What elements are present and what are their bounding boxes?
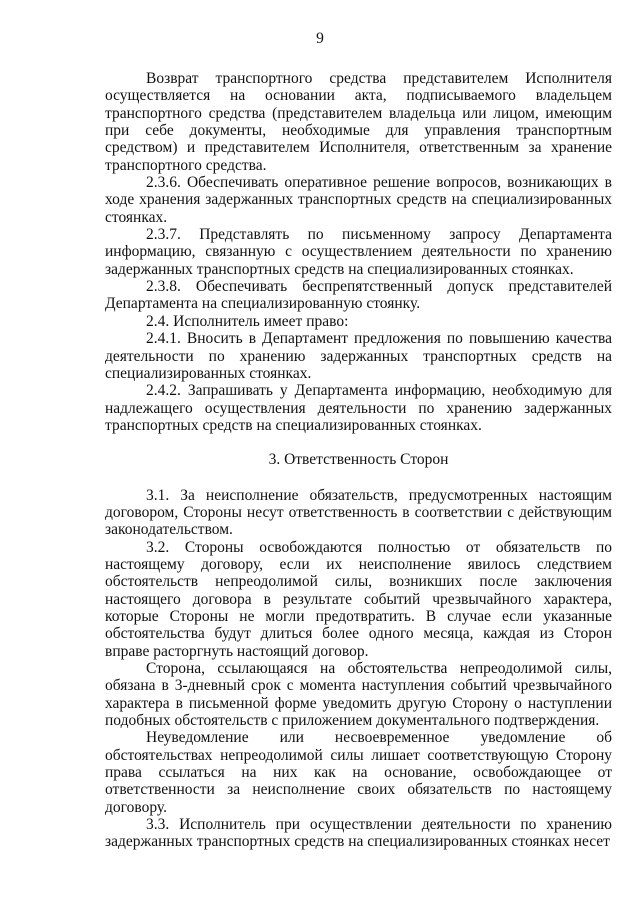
paragraph-2-3-7: 2.3.7. Представлять по письменному запросу Департамента информацию, связанную с осуществлением деятельности по хранению задержанных транспортных средств на специализированных стоянках. [105,226,612,278]
paragraph-2-4-1: 2.4.1. Вносить в Департамент предложения по повышению качества деятельности по хранению задержанных транспортных средств на специализированных стоянках. [105,330,612,382]
paragraph-2-3-8: 2.3.8. Обеспечивать беспрепятственный допуск представителей Департамента на специализированную стоянку. [105,278,612,313]
paragraph-3-3: 3.3. Исполнитель при осуществлении деятельности по хранению задержанных транспортных средств на специализированных стоянках несет [105,816,612,851]
spacer [105,434,612,451]
page-number: 9 [316,30,324,47]
paragraph-3-2: 3.2. Стороны освобождаются полностью от обязательств по настоящему договору, если их неисполнение явилось следствием обстоятельств непреодолимой силы, возникших после заключения настоящего договора в результате событий чрезвычайного характера, которые Стороны не могли предотвратить. В случае если указанные обстоятельства будут длиться более одного месяца, каждая из Сторон вправе расторгнуть настоящий договор. [105,538,612,660]
paragraph-3-1: 3.1. За неисполнение обязательств, предусмотренных настоящим договором, Стороны несут ответственность в соответствии с действующим законодательством. [105,486,612,539]
paragraph-2-3-6: 2.3.6. Обеспечивать оперативное решение вопросов, возникающих в ходе хранения задержанных транспортных средств на специализированных стоянках. [105,174,612,226]
page-body [105,70,612,851]
paragraph-force-majeure-notice: Сторона, ссылающаяся на обстоятельства непреодолимой силы, обязана в 3-дневный срок с момента наступления событий чрезвычайного характера в письменной форме уведомить другую Сторону о наступлении подобных обстоятельств с приложением документального подтверждения. [105,660,612,730]
paragraph-vehicle-return: Возврат транспортного средства представителем Исполнителя осуществляется на основании акта, подписываемого владельцем транспортного средства (представителем владельца или лицом, имеющим при себе документы, необходимые для управления транспортным средством) и представителем Исполнителя, ответственным за хранение транспортного средства. [105,70,612,174]
spacer [105,469,612,487]
paragraph-non-notification: Неуведомление или несвоевременное уведомление об обстоятельствах непреодолимой силы лишает соответствующую Сторону права ссылаться на них как на основание, освобождающее от ответственности за неисполнение своих обязательств по настоящему договору. [105,729,612,816]
paragraph-2-4-2: 2.4.2. Запрашивать у Департамента информацию, необходимую для надлежащего осуществления деятельности по хранению задержанных транспортных средств на специализированных стоянках. [105,382,612,434]
section-heading: 3. Ответственность Сторон [268,451,449,469]
paragraph-2-4: 2.4. Исполнитель имеет право: [146,312,349,330]
